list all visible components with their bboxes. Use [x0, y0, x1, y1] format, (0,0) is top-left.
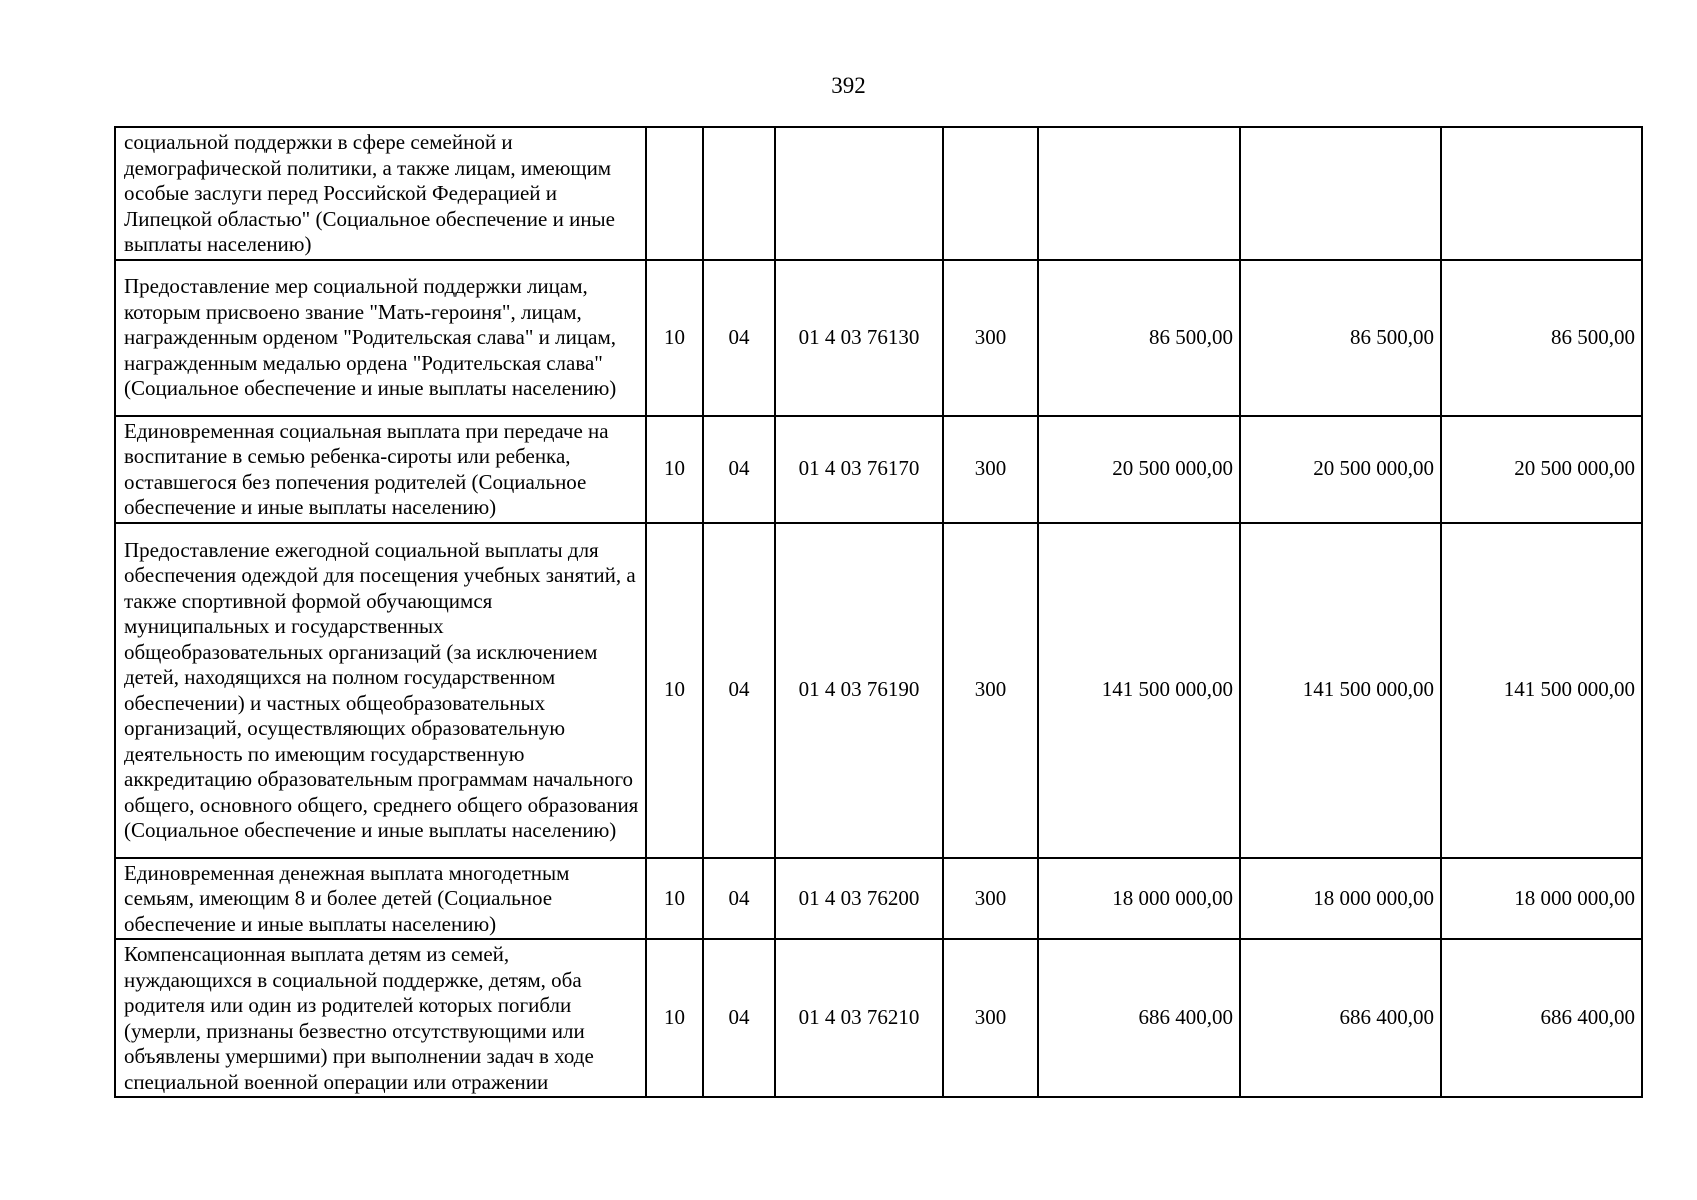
section-cell: [646, 127, 703, 260]
expense-type-cell: 300: [943, 939, 1038, 1097]
target-article-cell: 01 4 03 76130: [775, 260, 943, 416]
amount-cell: 141 500 000,00: [1240, 523, 1441, 858]
expense-type-cell: 300: [943, 416, 1038, 523]
expense-type-cell: 300: [943, 260, 1038, 416]
amount-cell: 686 400,00: [1240, 939, 1441, 1097]
row-description: Предоставление мер социальной поддержки лицам, которым присвоено звание "Мать-героиня", лицам, награжденным орденом "Родительская слава" и лицам, награжденным медалью ордена "Родительская слава" (Социальное обеспечение и иные выплаты населению): [115, 260, 646, 416]
amount-cell: 141 500 000,00: [1038, 523, 1240, 858]
subsection-cell: 04: [703, 858, 775, 940]
page-number: 392: [831, 73, 866, 98]
subsection-cell: [703, 127, 775, 260]
amount-cell: 686 400,00: [1441, 939, 1642, 1097]
row-description: Компенсационная выплата детям из семей, нуждающихся в социальной поддержке, детям, оба родителя или один из родителей которых погибли (умерли, признаны безвестно отсутствующими или объявлены умершими) при выполнении задач в ходе специальной военной операции или отражении: [115, 939, 646, 1097]
target-article-cell: 01 4 03 76190: [775, 523, 943, 858]
amount-cell: 86 500,00: [1240, 260, 1441, 416]
amount-cell: 86 500,00: [1441, 260, 1642, 416]
amount-cell: 18 000 000,00: [1038, 858, 1240, 940]
amount-cell: 20 500 000,00: [1038, 416, 1240, 523]
section-cell: 10: [646, 523, 703, 858]
target-article-cell: [775, 127, 943, 260]
amount-cell: [1038, 127, 1240, 260]
table-row: [115, 260, 1642, 416]
amount-cell: 141 500 000,00: [1441, 523, 1642, 858]
amount-cell: 20 500 000,00: [1240, 416, 1441, 523]
row-description: Единовременная социальная выплата при передаче на воспитание в семью ребенка-сироты или ребенка, оставшегося без попечения родителей (Социальное обеспечение и иные выплаты населению): [115, 416, 646, 523]
amount-cell: [1441, 127, 1642, 260]
section-cell: 10: [646, 416, 703, 523]
table-row: [115, 523, 1642, 858]
amount-cell: 18 000 000,00: [1240, 858, 1441, 940]
amount-cell: 18 000 000,00: [1441, 858, 1642, 940]
table-row: [115, 939, 1642, 1097]
table-row: [115, 858, 1642, 940]
table-row: [115, 416, 1642, 523]
section-cell: 10: [646, 939, 703, 1097]
row-description: Предоставление ежегодной социальной выплаты для обеспечения одеждой для посещения учебных занятий, а также спортивной формой обучающимся муниципальных и государственных общеобразовательных организаций (за исключением детей, находящихся на полном государственном обеспечении) и частных общеобразовательных организаций, осуществляющих образовательную деятельность по имеющим государственную аккредитацию образовательным программам начального общего, основного общего, среднего общего образования (Социальное обеспечение и иные выплаты населению): [115, 523, 646, 858]
subsection-cell: 04: [703, 523, 775, 858]
amount-cell: 20 500 000,00: [1441, 416, 1642, 523]
subsection-cell: 04: [703, 260, 775, 416]
subsection-cell: 04: [703, 939, 775, 1097]
target-article-cell: 01 4 03 76170: [775, 416, 943, 523]
section-cell: 10: [646, 260, 703, 416]
target-article-cell: 01 4 03 76210: [775, 939, 943, 1097]
amount-cell: [1240, 127, 1441, 260]
table-row: [115, 127, 1642, 260]
expense-type-cell: 300: [943, 858, 1038, 940]
section-cell: 10: [646, 858, 703, 940]
row-description: Единовременная денежная выплата многодетным семьям, имеющим 8 и более детей (Социальное обеспечение и иные выплаты населению): [115, 858, 646, 940]
expense-type-cell: [943, 127, 1038, 260]
row-description: социальной поддержки в сфере семейной и демографической политики, а также лицам, имеющим особые заслуги перед Российской Федерацией и Липецкой областью" (Социальное обеспечение и иные выплаты населению): [115, 127, 646, 260]
amount-cell: 686 400,00: [1038, 939, 1240, 1097]
subsection-cell: 04: [703, 416, 775, 523]
target-article-cell: 01 4 03 76200: [775, 858, 943, 940]
amount-cell: 86 500,00: [1038, 260, 1240, 416]
expense-type-cell: 300: [943, 523, 1038, 858]
budget-table: [114, 126, 1643, 1098]
